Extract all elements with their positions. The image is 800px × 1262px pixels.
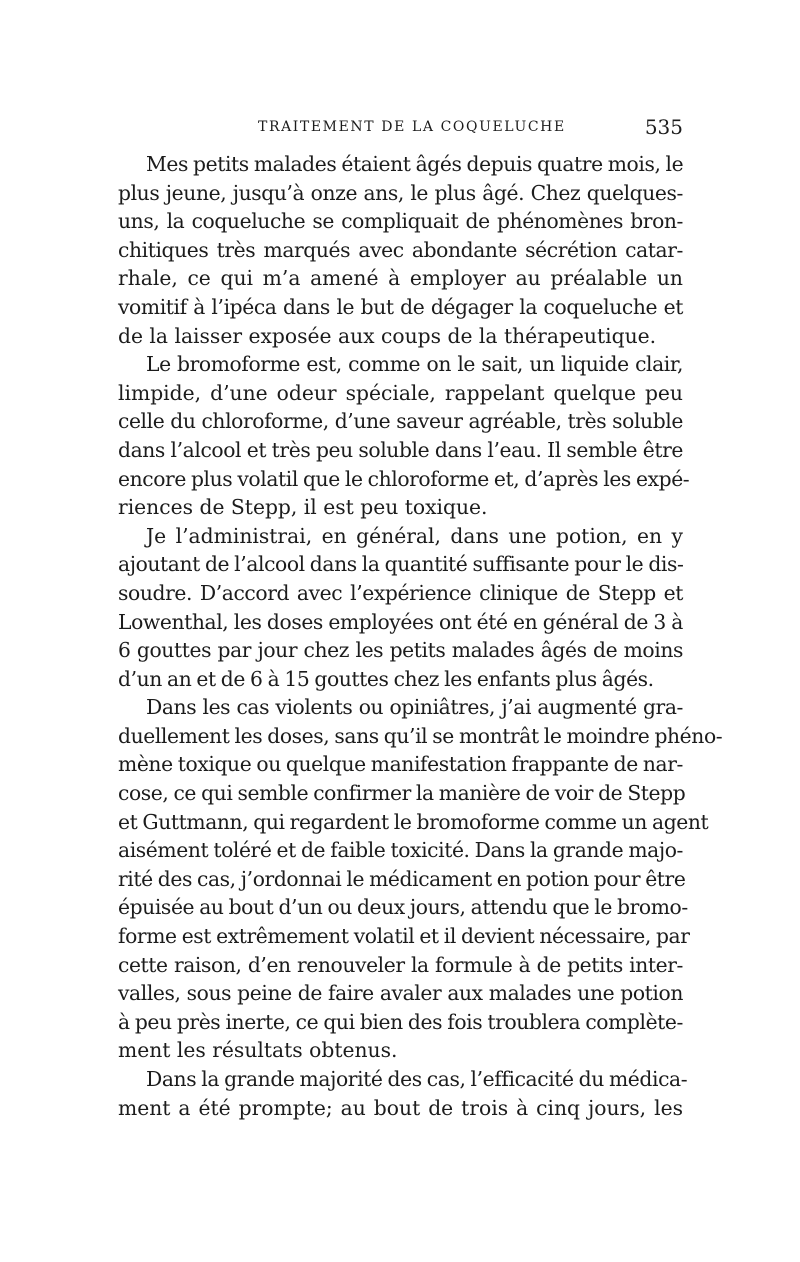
- text-line: riences de Stepp, il est peu toxique.: [118, 495, 488, 520]
- text-line: uns, la coqueluche se compliquait de phénomènes bron-: [118, 209, 683, 234]
- text-line: ment a été prompte; au bout de trois à cinq jours, les: [118, 1095, 683, 1120]
- text-line: d’un an et de 6 à 15 gouttes chez les enfants plus âgés.: [118, 666, 654, 691]
- text-line: Lowenthal, les doses employées ont été en général de 3 à: [118, 609, 683, 634]
- text-line: celle du chloroforme, d’une saveur agréable, très soluble: [118, 409, 683, 434]
- text-line: Je l’administrai, en général, dans une potion, en y: [146, 523, 683, 548]
- text-line: duellement les doses, sans qu’il se montrât le moindre phéno-: [118, 723, 723, 748]
- text-line: valles, sous peine de faire avaler aux malades une potion: [118, 981, 683, 1006]
- text-line: rhale, ce qui m’a amené à employer au préalable un: [118, 266, 683, 291]
- text-line: aisément toléré et de faible toxicité. Dans la grande majo-: [118, 838, 683, 863]
- text-line: encore plus volatil que le chloroforme et, d’après les expé-: [118, 466, 690, 491]
- text-line: limpide, d’une odeur spéciale, rappelant quelque peu: [118, 380, 683, 405]
- text-line: ajoutant de l’alcool dans la quantité suffisante pour le dis-: [118, 552, 684, 577]
- body-text: [118, 150, 723, 1122]
- text-line: chitiques très marqués avec abondante sécrétion catar-: [118, 237, 683, 262]
- text-line: forme est extrêmement volatil et il devient nécessaire, par: [118, 924, 690, 949]
- text-line: rité des cas, j’ordonnai le médicament en potion pour être: [118, 866, 686, 891]
- text-line: épuisée au bout d’un ou deux jours, attendu que le bromo-: [118, 895, 688, 920]
- text-line: Dans la grande majorité des cas, l’efficacité du médica-: [146, 1067, 688, 1091]
- text-line: cose, ce qui semble confirmer la manière de voir de Stepp: [118, 781, 686, 806]
- paragraph-4: [118, 693, 723, 1065]
- text-line: mène toxique ou quelque manifestation frappante de nar-: [118, 752, 683, 777]
- text-line: cette raison, d’en renouveler la formule à de petits inter-: [118, 952, 683, 977]
- text-line: plus jeune, jusqu’à onze ans, le plus âgé. Chez quelques-: [118, 180, 683, 205]
- paragraph-2: [118, 350, 690, 522]
- paragraph-1: [118, 150, 683, 350]
- page-number: 535: [644, 115, 683, 139]
- text-line: vomitif à l’ipéca dans le but de dégager la coqueluche et: [118, 294, 683, 319]
- paragraph-5: [118, 1065, 688, 1122]
- text-line: soudre. D’accord avec l’expérience clinique de Stepp et: [118, 580, 683, 605]
- running-title: TRAITEMENT DE LA COQUELUCHE: [258, 119, 566, 135]
- text-line: Dans les cas violents ou opiniâtres, j’ai augmenté gra-: [146, 695, 683, 720]
- text-line: dans l’alcool et très peu soluble dans l’eau. Il semble être: [118, 437, 683, 462]
- text-line: ment les résultats obtenus.: [118, 1038, 398, 1063]
- text-line: 6 gouttes par jour chez les petits malades âgés de moins: [118, 638, 683, 663]
- text-line: Mes petits malades étaient âgés depuis quatre mois, le: [146, 152, 684, 176]
- text-line: et Guttmann, qui regardent le bromoforme comme un agent: [118, 809, 709, 834]
- paragraph-3: [118, 522, 683, 694]
- running-head: [118, 117, 683, 141]
- text-line: à peu près inerte, ce qui bien des fois troublera complète-: [118, 1009, 683, 1034]
- text-line: de la laisser exposée aux coups de la thérapeutique.: [118, 323, 657, 348]
- text-line: Le bromoforme est, comme on le sait, un liquide clair,: [146, 352, 683, 377]
